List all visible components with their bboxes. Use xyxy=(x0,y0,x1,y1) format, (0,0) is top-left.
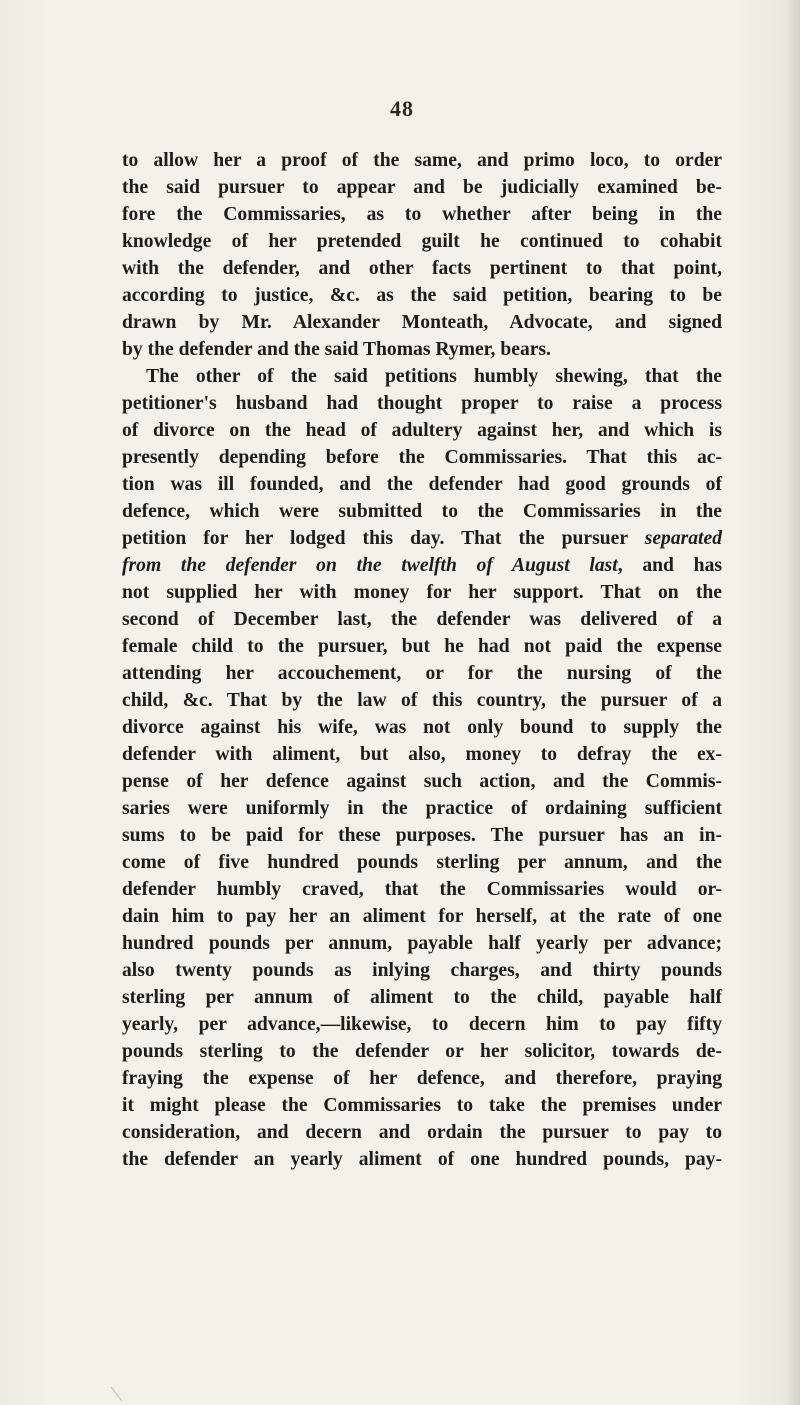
text-line: consideration, and decern and ordain the pursuer to pay to xyxy=(122,1122,722,1143)
text-line: saries were uniformly in the practice of ordaining sufficient xyxy=(122,798,722,819)
text-line xyxy=(122,552,722,579)
text-line: female child to the pursuer, but he had not paid the expense xyxy=(122,636,722,657)
text-line: of divorce on the head of adultery against her, and which is xyxy=(122,420,722,441)
text-line: with the defender, and other facts pertinent to that point, xyxy=(122,258,722,279)
text-segment: petition for her lodged this day. That the pursuer xyxy=(122,528,645,549)
text-line xyxy=(122,525,722,552)
text-line: to allow her a proof of the same, and primo loco, to order xyxy=(122,150,722,171)
text-line: knowledge of her pretended guilt he continued to cohabit xyxy=(122,231,722,252)
text-line: defender humbly craved, that the Commissaries would or- xyxy=(122,879,722,900)
text-line: tion was ill founded, and the defender had good grounds of xyxy=(122,474,722,495)
text-line: sterling per annum of aliment to the child, payable half xyxy=(122,987,722,1008)
text-line: presently depending before the Commissaries. That this ac- xyxy=(122,447,722,468)
text-line: pounds sterling to the defender or her solicitor, towards de- xyxy=(122,1041,722,1062)
text-line: defence, which were submitted to the Commissaries in the xyxy=(122,501,722,522)
pencil-mark xyxy=(111,1387,135,1401)
text-line: the said pursuer to appear and be judicially examined be- xyxy=(122,177,722,198)
text-line: according to justice, &c. as the said petition, bearing to be xyxy=(122,285,722,306)
italic-text-segment: separated xyxy=(644,528,722,549)
text-segment: , and has xyxy=(617,555,722,576)
text-line: by the defender and the said Thomas Rymer, bears. xyxy=(122,339,551,360)
text-line: fore the Commissaries, as to whether after being in the xyxy=(122,204,722,225)
text-line: second of December last, the defender was delivered of a xyxy=(122,609,722,630)
body-text xyxy=(122,147,722,1173)
text-line: it might please the Commissaries to take the premises under xyxy=(122,1095,722,1116)
text-line: child, &c. That by the law of this country, the pursuer of a xyxy=(122,690,722,711)
text-line: dain him to pay her an aliment for herself, at the rate of one xyxy=(122,906,722,927)
text-line: divorce against his wife, was not only bound to supply the xyxy=(122,717,722,738)
text-line: petitioner's husband had thought proper to raise a process xyxy=(122,393,722,414)
text-line: attending her accouchement, or for the nursing of the xyxy=(122,663,722,684)
text-line: defender with aliment, but also, money to defray the ex- xyxy=(122,744,722,765)
text-line: The other of the said petitions humbly shewing, that the xyxy=(146,366,722,387)
text-line: yearly, per advance,—likewise, to decern him to pay fifty xyxy=(122,1014,722,1035)
text-line: drawn by Mr. Alexander Monteath, Advocate, and signed xyxy=(122,312,722,333)
text-line: pense of her defence against such action, and the Commis- xyxy=(122,771,722,792)
text-line: the defender an yearly aliment of one hundred pounds, pay- xyxy=(122,1149,722,1170)
text-line: fraying the expense of her defence, and therefore, praying xyxy=(122,1068,722,1089)
text-line: also twenty pounds as inlying charges, and thirty pounds xyxy=(122,960,722,981)
text-line: hundred pounds per annum, payable half yearly per advance; xyxy=(122,933,722,954)
text-line: come of five hundred pounds sterling per annum, and the xyxy=(122,852,722,873)
text-line: sums to be paid for these purposes. The pursuer has an in- xyxy=(122,825,722,846)
text-line: not supplied her with money for her support. That on the xyxy=(122,582,722,603)
page-edge-shadow xyxy=(786,0,800,1405)
page-number: 48 xyxy=(390,96,414,121)
italic-text-segment: from the defender on the twelfth of August last xyxy=(122,555,618,576)
